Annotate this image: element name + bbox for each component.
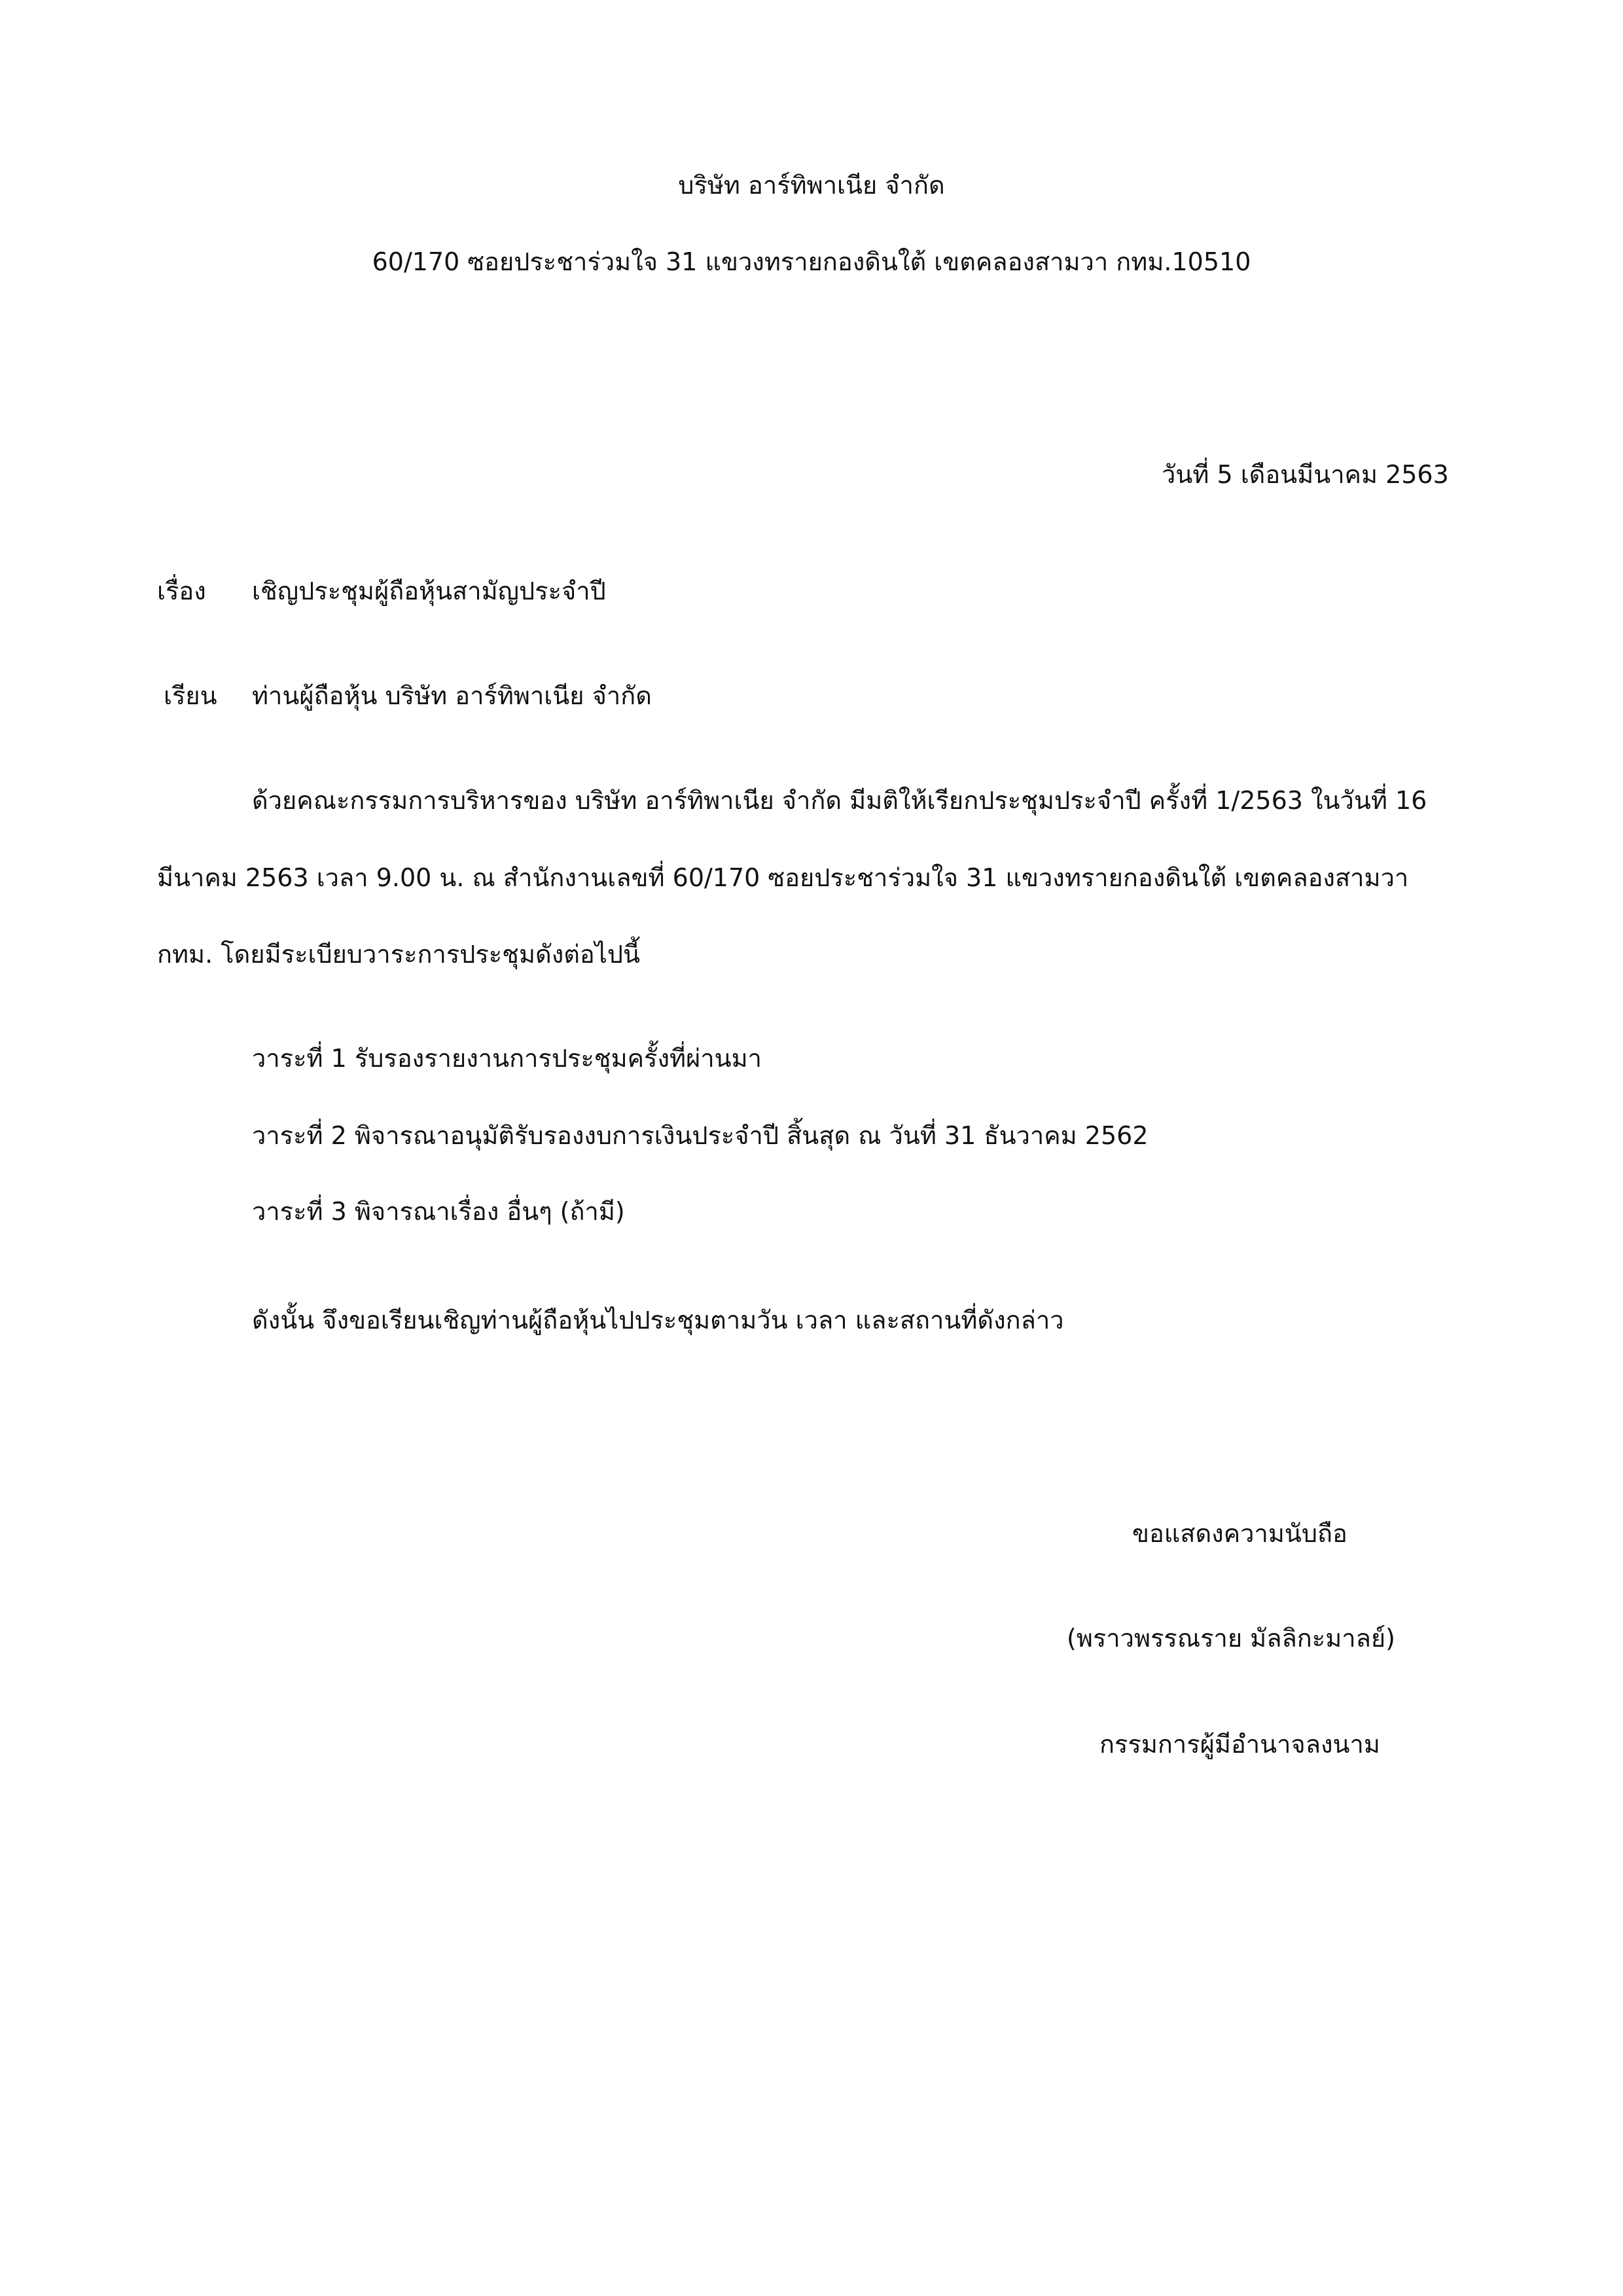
signature-closing: ขอแสดงความนับถือ [1132, 1519, 1347, 1548]
closing-paragraph: ดังนั้น จึงขอเรียนเชิญท่านผู้ถือหุ้นไปประชุมตามวัน เวลา และสถานที่ดังกล่าว [252, 1306, 1064, 1335]
agenda-item-1: วาระที่ 1 รับรองรายงานการประชุมครั้งที่ผ่านมา [252, 1044, 762, 1073]
subject-label: เรื่อง [157, 577, 206, 605]
agenda-item-2: วาระที่ 2 พิจารณาอนุมัติรับรองงบการเงินประจำปี สิ้นสุด ณ วันที่ 31 ธันวาคม 2562 [252, 1121, 1149, 1150]
body-line-1: ด้วยคณะกรรมการบริหารของ บริษัท อาร์ทิพาเนีย จำกัด มีมติให้เรียกประชุมประจำปี ครั้งที่ 1/2563 ในวันที่ 16 [252, 786, 1427, 815]
signature-title: กรรมการผู้มีอำนาจลงนาม [1099, 1730, 1380, 1759]
recipient-text: ท่านผู้ถือหุ้น บริษัท อาร์ทิพาเนีย จำกัด [252, 681, 652, 710]
recipient-label: เรียน [164, 681, 217, 710]
company-address: 60/170 ซอยประชาร่วมใจ 31 แขวงทรายกองดินใต้ เขตคลองสามวา กทม.10510 [372, 247, 1251, 276]
agenda-item-3: วาระที่ 3 พิจารณาเรื่อง อื่นๆ (ถ้ามี) [252, 1197, 625, 1226]
body-line-2: มีนาคม 2563 เวลา 9.00 น. ณ สำนักงานเลขที่ 60/170 ซอยประชาร่วมใจ 31 แขวงทรายกองดินใต้ เขตคลองสามวา [157, 863, 1409, 892]
signature-name: (พราวพรรณราย มัลลิกะมาลย์) [1067, 1624, 1395, 1653]
letter-date: วันที่ 5 เดือนมีนาคม 2563 [1162, 460, 1449, 489]
company-name: บริษัท อาร์ทิพาเนีย จำกัด [678, 171, 945, 200]
body-line-3: กทม. โดยมีระเบียบวาระการประชุมดังต่อไปนี้ [157, 940, 640, 969]
subject-text: เชิญประชุมผู้ถือหุ้นสามัญประจำปี [252, 577, 606, 605]
